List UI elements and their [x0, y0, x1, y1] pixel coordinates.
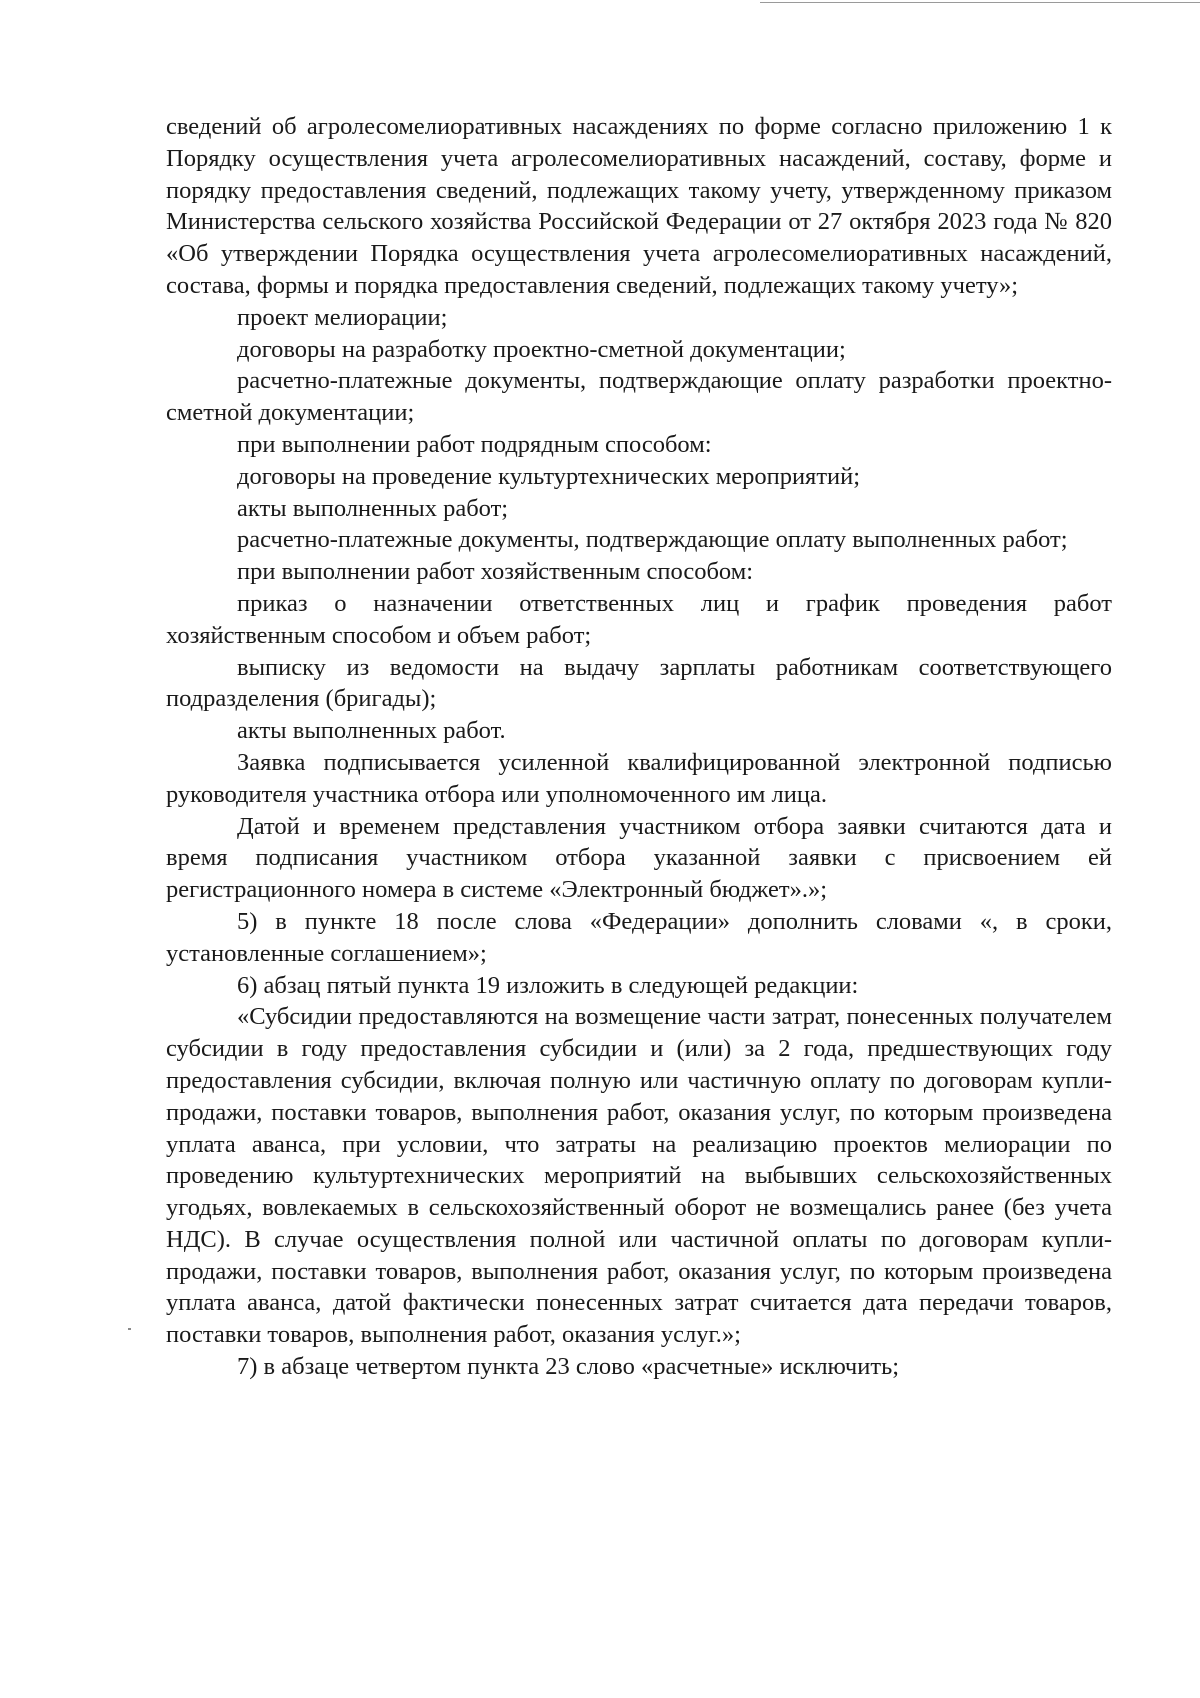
paragraph-economic-method-heading: при выполнении работ хозяйственным способом: [237, 558, 754, 586]
paragraph-subsidy-text: «Субсидии предоставляются на возмещение части затрат, понесенных получателем субсидии в году предоставления субсидии и (или) за 2 года, предшествующих году предоставления субсидии, включая полную или частичную оплату по договорам купли-продажи, поставки товаров, выполнения работ, оказания услуг, по которым произведена уплата аванса, при условии, что затраты на реализацию проектов мелиорации по проведению культуртехнических мероприятий на выбывших сельскохозяйственных угодьях, вовлекаемых в сельскохозяйственный оборот не возмещались ранее (без учета НДС). В случае осуществления полной или частичной оплаты по договорам купли-продажи, поставки товаров, выполнения работ, оказания услуг, по которым произведена уплата аванса, датой фактически понесенных затрат считается дата передачи товаров, поставки товаров, выполнения работ, оказания услуг.»; [166, 1003, 1112, 1349]
paragraph-responsible-order: приказ о назначении ответственных лиц и график проведения работ хозяйственным способом и объем работ; [166, 589, 1112, 649]
paragraph-melioration-project: проект мелиорации; [237, 303, 448, 331]
paragraph-item-7: 7) в абзаце четвертом пункта 23 слово «расчетные» исключить; [237, 1353, 900, 1381]
paragraph-payroll-extract: выписку из ведомости на выдачу зарплаты работникам соответствующего подразделения (бригады); [166, 653, 1112, 713]
paragraph-cultural-technical-contracts: договоры на проведение культуртехнических мероприятий; [237, 462, 861, 490]
scan-edge-line [760, 2, 1200, 3]
paragraph-work-acts: акты выполненных работ; [237, 494, 509, 522]
paragraph-work-payment-docs: расчетно-платежные документы, подтверждающие оплату выполненных работ; [237, 526, 1068, 554]
paragraph-contract-method-heading: при выполнении работ подрядным способом: [237, 430, 712, 458]
paragraph-item-6: 6) абзац пятый пункта 19 изложить в следующей редакции: [237, 971, 859, 999]
paragraph-continuation-agroforestry-info: сведений об агролесомелиоративных насаждениях по форме согласно приложению 1 к Порядку осуществления учета агролесомелиоративных насаждений, составу, форме и порядку предоставления сведений, подлежащих такому учету, утвержденному приказом Министерства сельского хозяйства Российской Федерации от 27 октября 2023 года № 820 «Об утверждении Порядка осуществления учета агролесомелиоративных насаждений, состава, формы и порядка предоставления сведений, подлежащих такому учету»; [166, 113, 1112, 299]
scan-speck [128, 1328, 131, 1330]
paragraph-design-payment-docs: расчетно-платежные документы, подтверждающие оплату разработки проектно-сметной документации; [166, 367, 1112, 427]
document-body [166, 111, 1112, 1383]
paragraph-application-signature: Заявка подписывается усиленной квалифицированной электронной подписью руководителя участника отбора или уполномоченного им лица. [166, 748, 1112, 808]
paragraph-work-acts-final: акты выполненных работ. [237, 717, 506, 745]
paragraph-design-contracts: договоры на разработку проектно-сметной документации; [237, 335, 846, 363]
paragraph-item-5: 5) в пункте 18 после слова «Федерации» дополнить словами «, в сроки, установленные соглашением»; [166, 907, 1112, 967]
paragraph-submission-date: Датой и временем представления участником отбора заявки считаются дата и время подписания участником отбора указанной заявки с присвоением ей регистрационного номера в системе «Электронный бюджет».»; [166, 812, 1112, 904]
